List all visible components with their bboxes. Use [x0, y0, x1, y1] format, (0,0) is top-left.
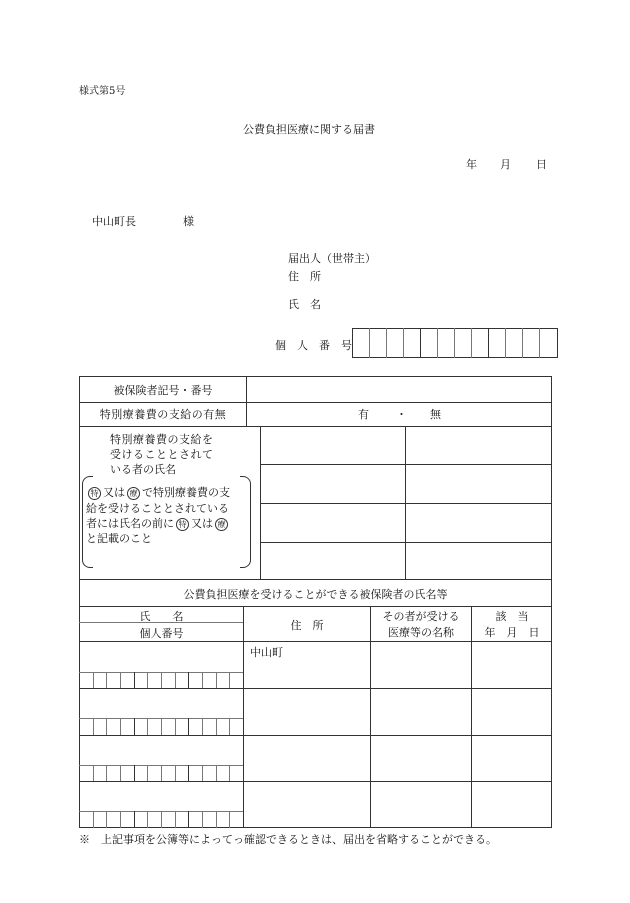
date-year: 年 [466, 158, 477, 171]
footnote: ※ 上記事項を公簿等によってっ確認できるときは、届出を省略することができる。 [79, 833, 497, 846]
insured-number-label: 被保険者記号・番号 [113, 384, 213, 397]
date-day: 日 [536, 158, 547, 171]
circle-ryo-icon: 療 [127, 487, 140, 500]
special-care-no[interactable]: 無 [430, 408, 441, 421]
addressee-honorific: 様 [183, 215, 194, 228]
recipient-label-1: 特別療養費の支給を [110, 433, 214, 446]
special-care-label: 特別療養費の支給の有無 [99, 408, 227, 421]
addressee-name: 中山町長 [92, 215, 136, 228]
date-month: 月 [500, 158, 511, 171]
form-number: 様式第5号 [79, 86, 126, 97]
applicant-address-label: 住 所 [288, 270, 321, 283]
applicant-name-label: 氏 名 [288, 298, 321, 311]
col-facility-2: 医療等の名称 [388, 626, 454, 639]
circle-toku-icon: 特 [88, 487, 101, 500]
note-line-4: と記載のこと [86, 532, 152, 545]
special-care-yes[interactable]: 有 [358, 408, 369, 421]
note-line-3: 者には氏名の前に 特 又は 療 [86, 515, 230, 531]
col-mynumber: 個人番号 [139, 627, 184, 640]
col-address: 住 所 [290, 619, 324, 632]
note-bracket-right [240, 476, 251, 568]
col-applicable-1: 該 当 [495, 610, 529, 623]
page-title: 公費負担医療に関する届書 [243, 123, 375, 136]
applicant-mynumber-label: 個 人 番 号 [275, 339, 352, 352]
recipient-label-3: いる者の氏名 [110, 463, 176, 476]
special-care-dot: ・ [396, 408, 407, 421]
circle-ryo-icon: 療 [215, 518, 228, 531]
col-name: 氏 名 [139, 610, 184, 623]
note-line-1: 特 又は 療 で特別療養費の支 [86, 484, 230, 500]
section-title: 公費負担医療を受けることができる被保険者の氏名等 [183, 588, 448, 601]
recipient-label-2: 受けることとされて [110, 448, 214, 461]
col-facility-1: その者が受ける [382, 610, 460, 623]
applicant-header: 届出人（世帯主） [288, 252, 376, 265]
col-applicable-2: 年 月 日 [484, 626, 540, 639]
circle-toku-icon: 特 [176, 518, 189, 531]
note-line-2: 給を受けることとされている [86, 502, 229, 515]
first-address: 中山町 [250, 646, 283, 659]
